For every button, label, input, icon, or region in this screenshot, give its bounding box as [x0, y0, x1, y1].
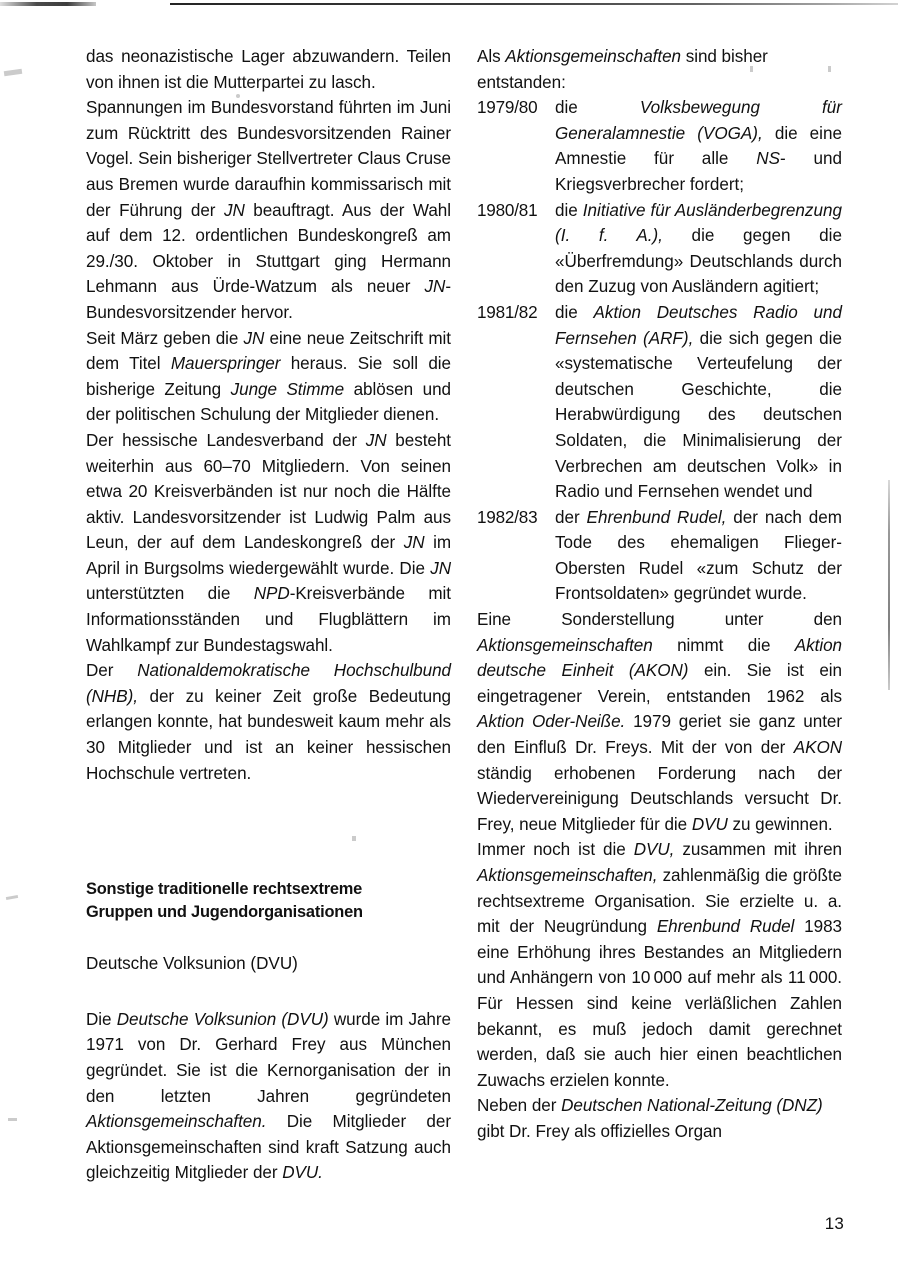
italic-run: Aktion Oder-Neiße. [477, 712, 626, 732]
italic-run: DVU [691, 814, 728, 834]
year-entry-text: der Ehrenbund Rudel, der nach dem Tode des ehemaligen Flieger-Obersten Rudel «zum Schutz der Frontsoldaten» gegründet wurde. [555, 507, 842, 604]
italic-run: Aktionsgemeinschaften. [86, 1112, 267, 1132]
italic-run: JN [430, 558, 451, 578]
italic-run: Deutschen National-Zeitung (DNZ) [561, 1096, 823, 1116]
paragraph: Spannungen im Bundesvorstand führten im Juni zum Rücktritt des Bundesvorsitzenden Rainer Vogel. Sein bisheriger Stellvertreter Claus Cruse aus Bremen wurde daraufhin kommissarisch mit der Führung der JN beauftragt. Aus der Wahl auf dem 12. ordentlichen Bundeskongreß am 29./30. Oktober in Stuttgart ging Hermann Lehmann aus Ürde-Watzum als neuer JN-Bundesvorsitzender hervor. [86, 98, 451, 322]
italic-run: JN [243, 328, 265, 348]
paragraph: Immer noch ist die DVU, zusammen mit ihren Aktionsgemeinschaften, zahlenmäßig die größte rechtsextreme Organisation. Sie erzielte u. a. mit der Neugründung Ehrenbund Rudel 1983 eine Erhöhung ihres Bestandes an Mitgliedern und Anhängern von 10 000 auf mehr als 11 000. Für Hessen sind keine verläßlichen Zahlen bekannt, es muß jedoch damit gerechnet werden, daß sie auch hier einen beachtlichen Zuwachs erzielen konnte. [477, 840, 842, 1090]
italic-run: Volksbewegung für Generalamnestie (VOGA), [555, 98, 842, 143]
year-entry-list [477, 95, 842, 607]
subheading: Deutsche Volksunion (DVU) [86, 954, 298, 974]
paragraph: Der hessische Landesverband der JN besteht weiterhin aus 60–70 Mitgliedern. Von seinen etwa 20 Kreisverbänden ist nur noch die Hälfte aktiv. Landesvorsitzender ist Ludwig Palm aus Leun, der auf dem Landeskongreß der JN im April in Burgsolms wiedergewählt wurde. Die JN unterstützten die NPD-Kreisverbände mit Informationsständen und Flugblättern im Wahlkampf zur Bundestagswahl. [86, 430, 452, 655]
year-entry-text: die Volksbewegung für Generalamnestie (VOGA), die eine Amnestie für alle NS- und Kriegsverbrecher fordert; [555, 98, 843, 194]
scan-edge-artifact-top [170, 3, 898, 5]
vertical-spacer [86, 786, 451, 878]
year-label: 1982/83 [477, 507, 538, 527]
italic-run: AKON [793, 738, 842, 758]
paragraph: Seit März geben die JN eine neue Zeitschrift mit dem Titel Mauerspringer heraus. Sie soll die bisherige Zeitung Junge Stimme ablösen und der politischen Schulung der Mitglieder dienen. [86, 328, 451, 425]
paragraph: das neonazistische Lager abzuwandern. Teilen von ihnen ist die Mutterpartei zu lasch. [86, 47, 451, 92]
list-item [477, 300, 842, 505]
italic-run: JN [403, 533, 425, 553]
paragraph: Eine Sonderstellung unter den Aktionsgemeinschaften nimmt die Aktion deutsche Einheit (AKON) ein. Sie ist ein eingetragener Verein, entstanden 1962 als Aktion Oder-Neiße. 1979 geriet sie ganz unter den Einfluß Dr. Freys. Mit der von der AKON ständig erhobenen Forderung nach der Wiedervereinigung Deutschlands versucht Dr. Frey, neue Mitglieder für die DVU zu gewinnen. [477, 610, 842, 834]
list-item [477, 505, 842, 607]
list-item [477, 198, 842, 300]
italic-run: Aktion deutsche Einheit (AKON) [477, 635, 842, 681]
year-label: 1981/82 [477, 302, 538, 322]
list-item [477, 95, 842, 197]
italic-run: Mauerspringer [170, 354, 281, 374]
two-column-text-body [86, 44, 842, 1186]
scan-edge-artifact-right [888, 480, 890, 690]
right-column [477, 44, 842, 1186]
italic-run: Aktionsgemeinschaften [505, 47, 681, 66]
section-heading [86, 878, 451, 924]
vertical-spacer [86, 924, 451, 951]
year-label: 1979/80 [477, 98, 538, 118]
italic-run: NS [756, 149, 780, 169]
section-heading-line-2: Gruppen und Jugendorganisationen [86, 903, 363, 922]
italic-run: Junge Stimme [230, 379, 345, 399]
left-column [86, 44, 451, 1186]
italic-run: DVU. [282, 1163, 323, 1183]
italic-run: JN [424, 277, 446, 297]
italic-run: JN [223, 200, 245, 220]
italic-run: Aktion Deutsches Radio und Fernsehen (ARF), [555, 302, 843, 348]
italic-run: Deutsche Volksunion (DVU) [116, 1009, 329, 1029]
scan-speck [6, 895, 18, 900]
italic-run: Aktionsgemeinschaften, [477, 866, 658, 885]
italic-run: JN [365, 430, 387, 450]
italic-run: Nationaldemokratische Hochschulbund (NHB), [86, 661, 451, 706]
section-heading-line-1: Sonstige traditionelle rechtsextreme [86, 880, 363, 899]
scan-edge-artifact-top-left [0, 2, 96, 6]
italic-run: Aktionsgemeinschaften [477, 635, 653, 655]
paragraph: Neben der Deutschen National-Zeitung (DNZ) gibt Dr. Frey als offizielles Organ [477, 1096, 823, 1141]
vertical-spacer [86, 977, 451, 1007]
page-number: 13 [824, 1214, 844, 1233]
year-entry-text: die Aktion Deutsches Radio und Fernsehen (ARF), die sich gegen die «systematische Verteufelung der deutschen Geschichte, die Herabwürdigung des deutschen Soldaten, die Minimalisierung der Verbrechen am deutschen Volk» in Radio und Fernsehen wendet und [555, 302, 843, 502]
paragraph: Der Nationaldemokratische Hochschulbund (NHB), der zu keiner Zeit große Bedeutung erlangen konnte, hat bundesweit kaum mehr als 30 Mitglieder und ist an keiner hessischen Hochschule vertreten. [86, 661, 451, 783]
scan-speck [4, 69, 23, 76]
list-intro-paragraph: Als Aktionsgemeinschaften sind bisher entstanden: [477, 47, 768, 92]
year-label: 1980/81 [477, 200, 538, 220]
italic-run: Ehrenbund Rudel, [586, 507, 727, 527]
paragraph: Die Deutsche Volksunion (DVU) wurde im Jahre 1971 von Dr. Gerhard Frey aus München gegründet. Sie ist die Kernorganisation der in den letzten Jahren gegründeten Aktionsgemeinschaften. Die Mitglieder der Aktionsgemeinschaften sind kraft Satzung auch gleichzeitig Mitglieder der DVU. [86, 1009, 451, 1183]
scan-speck [8, 1118, 17, 1121]
italic-run: Ehrenbund Rudel [656, 917, 795, 937]
italic-run: DVU, [633, 840, 675, 860]
year-entry-text: die Initiative für Ausländerbegrenzung (I. f. A.), die gegen die «Überfremdung» Deutschlands durch den Zuzug von Ausländern agitiert; [555, 200, 842, 297]
italic-run: NPD [253, 584, 290, 604]
italic-run: Initiative für Ausländerbegrenzung (I. f. A.), [555, 200, 842, 246]
